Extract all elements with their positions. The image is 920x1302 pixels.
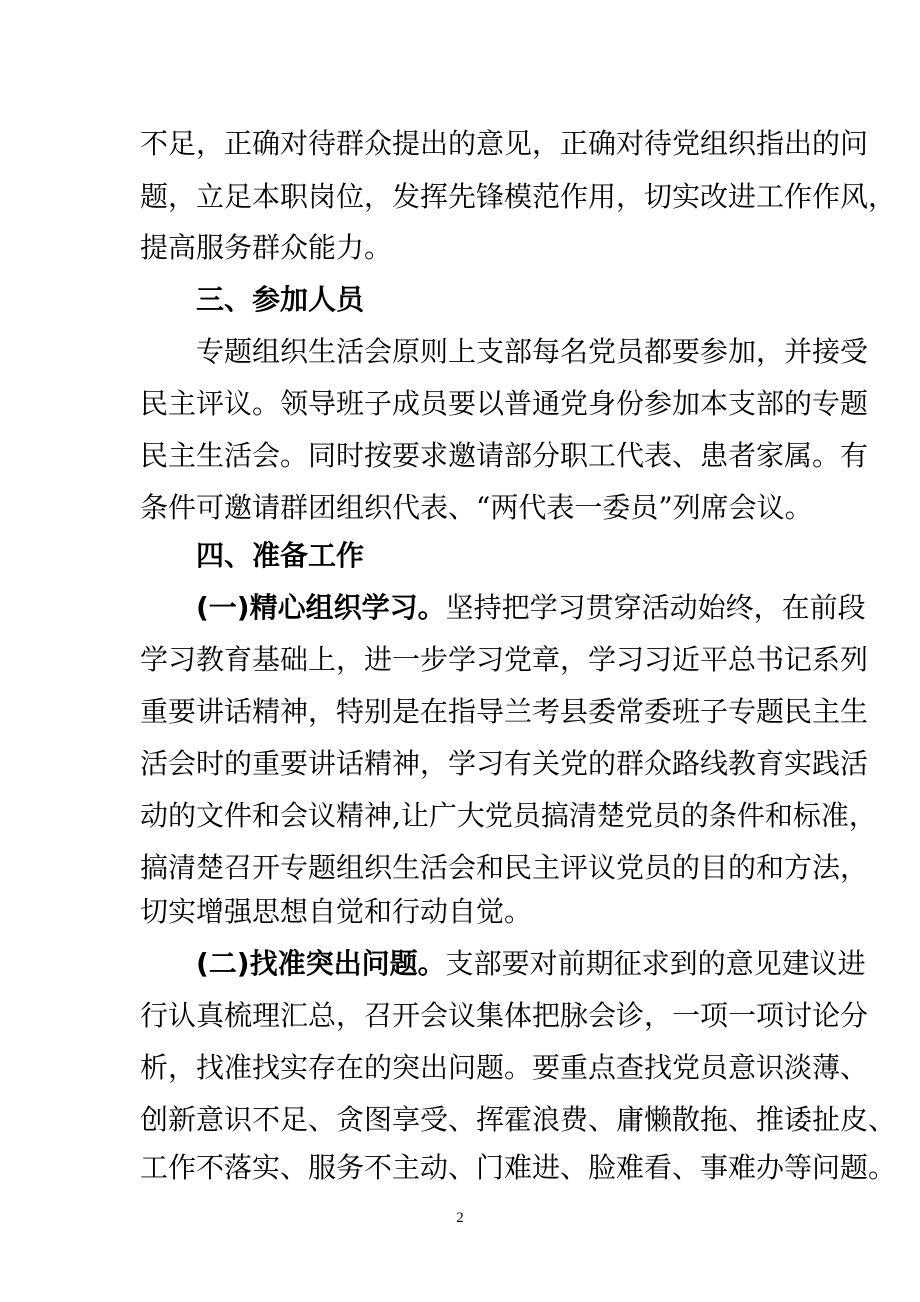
paragraph-line: 活会时的重要讲话精神，学习有关党的群众路线教育实践活 (140, 747, 869, 780)
page-number: 2 (456, 1210, 464, 1226)
paragraph-line: 民主评议。领导班子成员要以普通党身份参加本支部的专题 (140, 387, 869, 420)
paragraph-line: 重要讲话精神，特别是在指导兰考县委常委班子专题民主生 (140, 695, 869, 728)
paragraph-line: 条件可邀请群团组织代表、“两代表一委员”列席会议。 (140, 491, 813, 524)
item-first-line (196, 944, 866, 984)
item-first-line (196, 588, 866, 628)
paragraph-line: 切实增强思想自觉和行动自觉。 (140, 895, 533, 928)
item-text: 支部要对前期征求到的意见建议进 (445, 947, 866, 980)
paragraph-line: 创新意识不足、贪图享受、挥霍浪费、庸懒散拖、推诿扯皮、 (140, 1103, 897, 1136)
paragraph-line: 学习教育基础上，进一步学习党章，学习习近平总书记系列 (140, 643, 869, 676)
paragraph-line: 提高服务群众能力。 (140, 231, 393, 264)
paragraph-line: 专题组织生活会原则上支部每名党员都要参加，并接受 (196, 335, 869, 368)
paragraph-line: 题，立足本职岗位，发挥先锋模范作用，切实改进工作作风， (140, 180, 897, 213)
paragraph-line: 析，找准找实存在的突出问题。要重点查找党员意识淡薄、 (140, 1051, 869, 1084)
item-lead-problems: (二)找准突出问题。 (196, 947, 446, 980)
paragraph-line: 搞清楚召开专题组织生活会和民主评议党员的目的和方法， (140, 851, 869, 884)
paragraph-line: 工作不落实、服务不主动、门难进、脸难看、事难办等问题。 (140, 1151, 897, 1184)
paragraph-line: 行认真梳理汇总，召开会议集体把脉会诊，一项一项讨论分 (140, 999, 869, 1032)
paragraph-line: 不足，正确对待群众提出的意见，正确对待党组织指出的问 (140, 127, 869, 160)
item-text: 坚持把学习贯穿活动始终，在前段 (445, 591, 866, 624)
section-heading-participants: 三、参加人员 (196, 283, 365, 316)
paragraph-line: 动的文件和会议精神,让广大党员搞清楚党员的条件和标准， (140, 799, 877, 832)
item-lead-study: (一)精心组织学习。 (196, 591, 446, 624)
section-heading-preparation: 四、准备工作 (196, 539, 365, 572)
paragraph-line: 民主生活会。同时按要求邀请部分职工代表、患者家属。有 (140, 439, 869, 472)
